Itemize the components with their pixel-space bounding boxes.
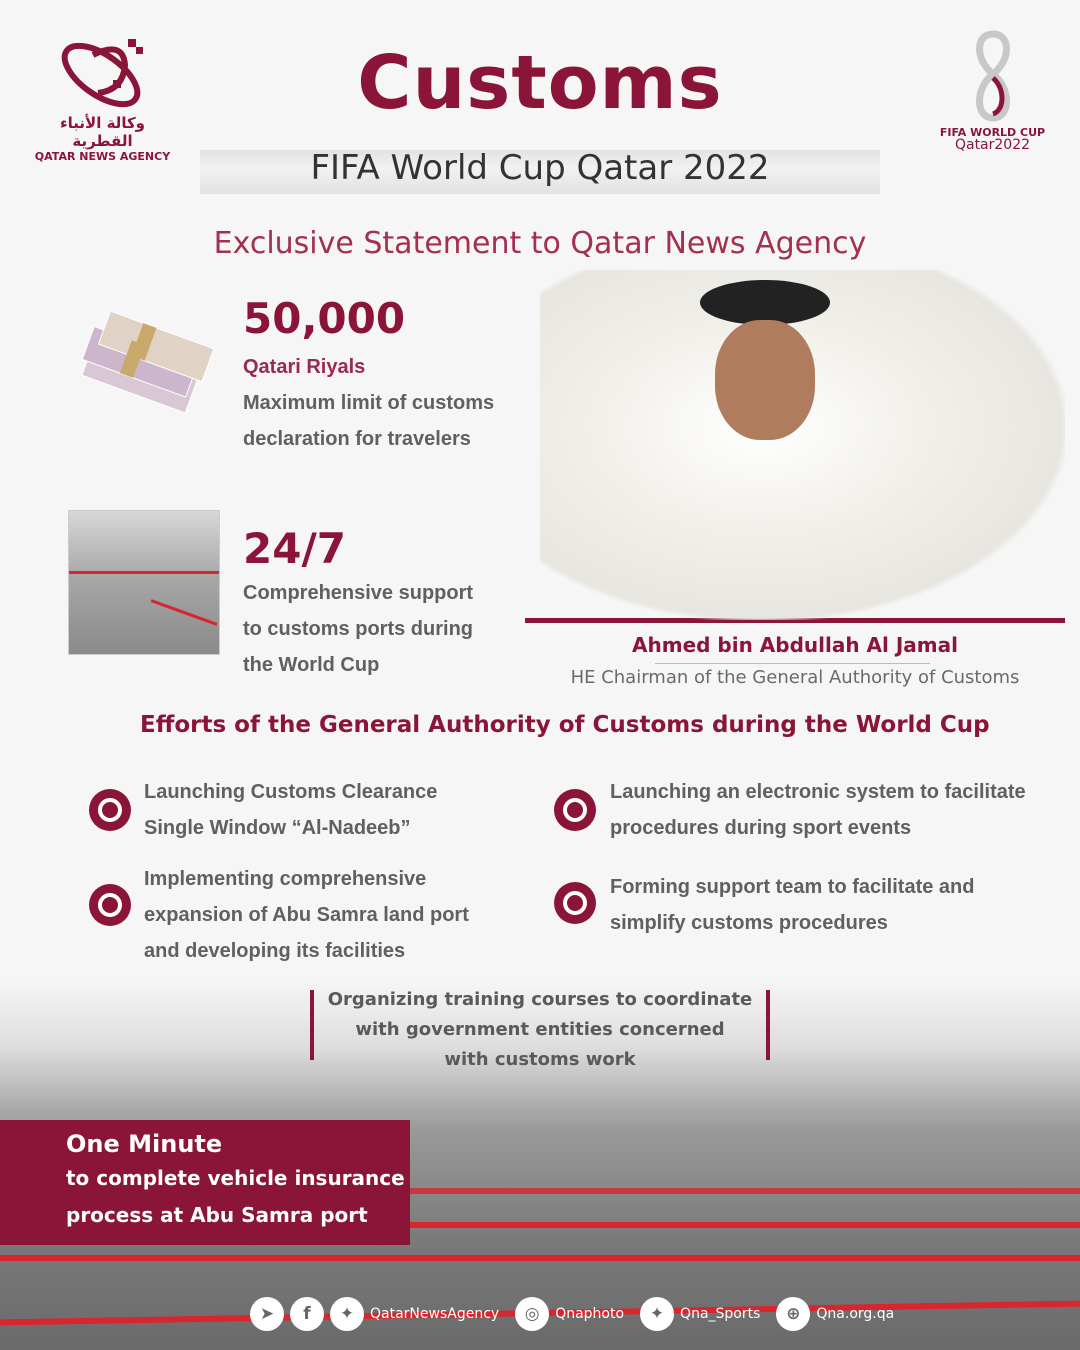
rope [0, 1255, 1080, 1261]
bullet-icon [554, 789, 596, 831]
effort-item [610, 774, 1026, 846]
effort-line: expansion of Abu Samra land port [144, 904, 469, 926]
page-title: Customs [357, 40, 723, 126]
stat-value: 50,000 [243, 294, 406, 343]
training-item [312, 985, 768, 1075]
effort-line: Forming support team to facilitate and [610, 876, 975, 898]
minute-title: One Minute [66, 1130, 223, 1158]
bullet-icon [89, 789, 131, 831]
social-handle[interactable]: QatarNewsAgency [370, 1306, 500, 1322]
effort-line: Implementing comprehensive [144, 868, 427, 890]
stat-line: declaration for travelers [243, 428, 471, 450]
website-link[interactable]: Qna.org.qa [816, 1306, 895, 1322]
bullet-icon [89, 884, 131, 926]
social-handle[interactable]: Qna_Sports [680, 1306, 761, 1322]
fifa-logo-line2: Qatar2022 [954, 137, 1031, 153]
minute-line: process at Abu Samra port [66, 1203, 368, 1227]
customs-hall-photo [68, 510, 220, 655]
banknotes-image [70, 305, 215, 420]
qna-logo-english: QATAR NEWS AGENCY [34, 150, 171, 163]
statement-heading: Exclusive Statement to Qatar News Agency [213, 226, 867, 261]
qna-logo-arabic: وكالة الأنباء القطرية [60, 114, 145, 150]
globe-icon[interactable]: ⊕ [776, 1297, 810, 1331]
training-line: with government entities concerned [355, 1019, 725, 1040]
effort-line: Launching an electronic system to facilitate [610, 781, 1026, 803]
training-line: Organizing training courses to coordinate [327, 989, 753, 1010]
stat-line: to customs ports during [243, 618, 473, 640]
facebook-icon[interactable]: f [290, 1297, 324, 1331]
bullet-icon [554, 882, 596, 924]
stat-line: the World Cup [243, 654, 380, 676]
effort-item [144, 861, 469, 969]
one-minute-box [0, 1120, 410, 1245]
training-line: with customs work [444, 1049, 636, 1070]
stat-support [243, 524, 473, 683]
efforts-heading: Efforts of the General Authority of Customs during the World Cup [140, 712, 990, 738]
stat-value: 24/7 [243, 524, 347, 573]
stat-unit: Qatari Riyals [243, 356, 366, 378]
divider [655, 663, 930, 664]
twitter-icon[interactable]: ✦ [330, 1297, 364, 1331]
effort-item [144, 774, 437, 846]
stat-line: Maximum limit of customs [243, 392, 495, 414]
effort-line: Launching Customs Clearance [144, 781, 438, 803]
page-subtitle: FIFA World Cup Qatar 2022 [310, 148, 770, 188]
effort-line: Single Window “Al-Nadeeb” [144, 817, 411, 839]
stat-line: Comprehensive support [243, 582, 474, 604]
effort-line: simplify customs procedures [610, 912, 888, 934]
person-name: Ahmed bin Abdullah Al Jamal [632, 633, 958, 657]
effort-line: and developing its facilities [144, 940, 406, 962]
instagram-icon[interactable]: ◎ [515, 1297, 549, 1331]
stat-riyals [243, 294, 494, 457]
twitter-icon[interactable]: ✦ [640, 1297, 674, 1331]
telegram-icon[interactable]: ➤ [250, 1297, 284, 1331]
effort-item [610, 869, 974, 941]
person-role: HE Chairman of the General Authority of Customs [570, 667, 1020, 688]
footer-social [250, 1297, 894, 1331]
social-handle[interactable]: Qnaphoto [555, 1306, 625, 1322]
effort-line: procedures during sport events [610, 817, 912, 839]
minute-line: to complete vehicle insurance [66, 1166, 405, 1190]
person-photo [540, 270, 1065, 620]
fifa-logo-line1: FIFA WORLD CUP [939, 126, 1046, 139]
